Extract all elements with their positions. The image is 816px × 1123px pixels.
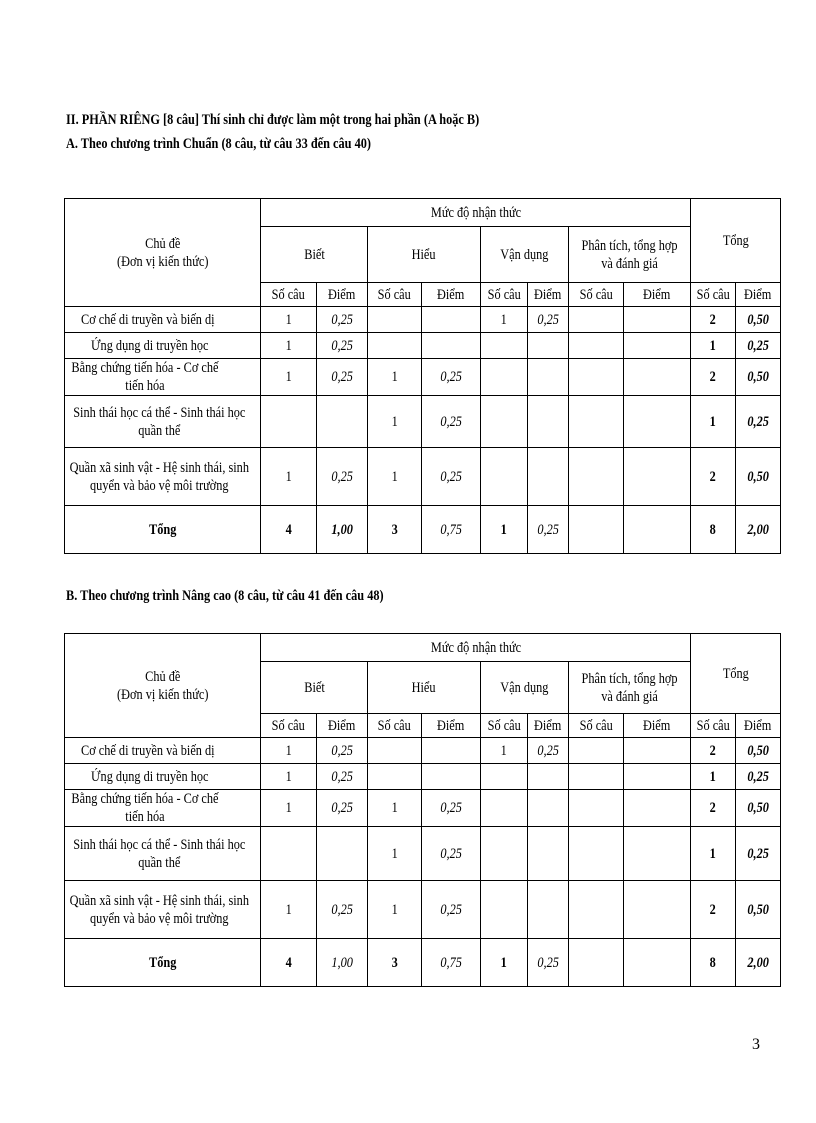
cell-v-d: 0,25 bbox=[528, 307, 569, 333]
cell-v-d bbox=[528, 448, 569, 506]
header-diem: Điểm bbox=[528, 283, 569, 307]
cell-v-n bbox=[481, 448, 528, 506]
cell-b-n: 1 bbox=[261, 764, 317, 790]
table-row bbox=[65, 827, 781, 881]
cell-p-d bbox=[624, 359, 691, 396]
cell-p-n bbox=[569, 827, 624, 881]
cell-h-d bbox=[422, 764, 481, 790]
topic-cell: Bằng chứng tiến hóa - Cơ chế tiến hóa bbox=[65, 359, 261, 396]
header-so-cau: Số câu bbox=[261, 714, 317, 738]
total-t-d: 2,00 bbox=[736, 506, 781, 554]
total-t-n: 8 bbox=[691, 506, 736, 554]
page-number: 3 bbox=[752, 1036, 760, 1053]
cell-h-d: 0,25 bbox=[422, 881, 481, 939]
cell-p-d bbox=[624, 448, 691, 506]
header-tong: Tổng bbox=[691, 634, 781, 714]
total-b-n: 4 bbox=[261, 506, 317, 554]
header-biet: Biết bbox=[261, 227, 368, 283]
cell-h-n: 1 bbox=[368, 827, 422, 881]
cell-h-d bbox=[422, 738, 481, 764]
header-so-cau: Số câu bbox=[261, 283, 317, 307]
table-b-caption: B. Theo chương trình Nâng cao (8 câu, từ câu 41 đến câu 48) bbox=[66, 588, 384, 604]
table-row bbox=[65, 359, 781, 396]
table-row bbox=[65, 764, 781, 790]
cell-h-d: 0,25 bbox=[422, 359, 481, 396]
total-row bbox=[65, 939, 781, 987]
header-so-cau: Số câu bbox=[691, 283, 736, 307]
cell-h-n: 1 bbox=[368, 396, 422, 448]
cell-t-d: 0,50 bbox=[736, 448, 781, 506]
cell-v-n bbox=[481, 764, 528, 790]
cell-p-d bbox=[624, 827, 691, 881]
header-so-cau: Số câu bbox=[481, 283, 528, 307]
cell-p-d bbox=[624, 738, 691, 764]
header-vandung: Vận dụng bbox=[481, 227, 569, 283]
header-biet: Biết bbox=[261, 662, 368, 714]
cell-t-d: 0,25 bbox=[736, 396, 781, 448]
cell-p-n bbox=[569, 448, 624, 506]
header-phantich: Phân tích, tổng hợp và đánh giá bbox=[569, 227, 691, 283]
header-level-group: Mức độ nhận thức bbox=[261, 199, 691, 227]
cell-t-d: 0,50 bbox=[736, 307, 781, 333]
total-v-n: 1 bbox=[481, 506, 528, 554]
cell-h-d bbox=[422, 333, 481, 359]
topic-cell: Sinh thái học cá thể - Sinh thái học quần thể bbox=[65, 827, 261, 881]
cell-b-d: 0,25 bbox=[317, 359, 368, 396]
cell-t-n: 1 bbox=[691, 333, 736, 359]
cell-b-n bbox=[261, 396, 317, 448]
total-label: Tổng bbox=[65, 506, 261, 554]
header-diem: Điểm bbox=[528, 714, 569, 738]
cell-b-d: 0,25 bbox=[317, 448, 368, 506]
topic-cell: Ứng dụng di truyền học bbox=[65, 333, 261, 359]
cell-v-d bbox=[528, 790, 569, 827]
total-label: Tổng bbox=[65, 939, 261, 987]
cell-v-n: 1 bbox=[481, 738, 528, 764]
total-t-n: 8 bbox=[691, 939, 736, 987]
cell-t-n: 1 bbox=[691, 764, 736, 790]
cell-t-d: 0,50 bbox=[736, 359, 781, 396]
cell-t-d: 0,25 bbox=[736, 764, 781, 790]
cell-b-n: 1 bbox=[261, 790, 317, 827]
cell-t-n: 2 bbox=[691, 738, 736, 764]
total-p-n bbox=[569, 939, 624, 987]
cell-b-d: 0,25 bbox=[317, 333, 368, 359]
header-diem: Điểm bbox=[624, 714, 691, 738]
cell-p-d bbox=[624, 396, 691, 448]
cell-v-n bbox=[481, 881, 528, 939]
topic-cell: Cơ chế di truyền và biến dị bbox=[65, 738, 261, 764]
header-diem: Điểm bbox=[317, 283, 368, 307]
header-diem: Điểm bbox=[422, 714, 481, 738]
cell-p-n bbox=[569, 881, 624, 939]
cell-p-d bbox=[624, 790, 691, 827]
cell-v-d bbox=[528, 764, 569, 790]
total-b-d: 1,00 bbox=[317, 506, 368, 554]
cell-p-n bbox=[569, 790, 624, 827]
table-row bbox=[65, 333, 781, 359]
cell-p-d bbox=[624, 333, 691, 359]
cell-t-d: 0,50 bbox=[736, 790, 781, 827]
cell-v-n bbox=[481, 359, 528, 396]
total-b-d: 1,00 bbox=[317, 939, 368, 987]
table-row bbox=[65, 396, 781, 448]
table-a-caption: A. Theo chương trình Chuẩn (8 câu, từ câu 33 đến câu 40) bbox=[66, 136, 371, 152]
cell-p-n bbox=[569, 738, 624, 764]
cell-t-n: 2 bbox=[691, 448, 736, 506]
cell-h-n: 1 bbox=[368, 359, 422, 396]
cell-t-n: 2 bbox=[691, 359, 736, 396]
cell-b-n: 1 bbox=[261, 307, 317, 333]
cell-p-n bbox=[569, 333, 624, 359]
header-so-cau: Số câu bbox=[569, 714, 624, 738]
cell-b-d: 0,25 bbox=[317, 764, 368, 790]
cell-v-d bbox=[528, 359, 569, 396]
total-p-d bbox=[624, 939, 691, 987]
cell-p-n bbox=[569, 764, 624, 790]
header-topic: Chủ đề (Đơn vị kiến thức) bbox=[65, 634, 261, 738]
cell-v-d bbox=[528, 827, 569, 881]
cell-p-d bbox=[624, 764, 691, 790]
total-t-d: 2,00 bbox=[736, 939, 781, 987]
cell-t-d: 0,25 bbox=[736, 333, 781, 359]
total-v-n: 1 bbox=[481, 939, 528, 987]
header-diem: Điểm bbox=[736, 283, 781, 307]
cell-t-d: 0,25 bbox=[736, 827, 781, 881]
cell-h-n: 1 bbox=[368, 448, 422, 506]
cell-b-n: 1 bbox=[261, 448, 317, 506]
cell-h-n bbox=[368, 738, 422, 764]
topic-cell: Sinh thái học cá thể - Sinh thái học quần thể bbox=[65, 396, 261, 448]
total-h-n: 3 bbox=[368, 939, 422, 987]
cell-h-n bbox=[368, 307, 422, 333]
cell-b-n bbox=[261, 827, 317, 881]
topic-cell: Cơ chế di truyền và biến dị bbox=[65, 307, 261, 333]
cell-b-n: 1 bbox=[261, 333, 317, 359]
cell-h-n bbox=[368, 764, 422, 790]
header-so-cau: Số câu bbox=[691, 714, 736, 738]
cell-v-d bbox=[528, 333, 569, 359]
cell-v-n bbox=[481, 827, 528, 881]
cell-p-d bbox=[624, 307, 691, 333]
cell-t-n: 2 bbox=[691, 881, 736, 939]
header-diem: Điểm bbox=[736, 714, 781, 738]
cell-h-d: 0,25 bbox=[422, 790, 481, 827]
header-diem: Điểm bbox=[624, 283, 691, 307]
section-title: II. PHẦN RIÊNG [8 câu] Thí sinh chỉ được làm một trong hai phần (A hoặc B) bbox=[66, 112, 480, 128]
table-row bbox=[65, 790, 781, 827]
table-row bbox=[65, 307, 781, 333]
header-vandung: Vận dụng bbox=[481, 662, 569, 714]
cell-b-d: 0,25 bbox=[317, 738, 368, 764]
cell-t-d: 0,50 bbox=[736, 738, 781, 764]
header-phantich: Phân tích, tổng hợp và đánh giá bbox=[569, 662, 691, 714]
cell-h-n: 1 bbox=[368, 790, 422, 827]
cell-h-d: 0,25 bbox=[422, 827, 481, 881]
header-level-group: Mức độ nhận thức bbox=[261, 634, 691, 662]
table-row bbox=[65, 448, 781, 506]
table-b bbox=[64, 633, 781, 987]
table-row bbox=[65, 881, 781, 939]
header-hieu: Hiểu bbox=[368, 662, 481, 714]
cell-p-n bbox=[569, 307, 624, 333]
total-v-d: 0,25 bbox=[528, 506, 569, 554]
table-a bbox=[64, 198, 781, 554]
total-v-d: 0,25 bbox=[528, 939, 569, 987]
cell-v-n: 1 bbox=[481, 307, 528, 333]
cell-h-n: 1 bbox=[368, 881, 422, 939]
cell-b-d bbox=[317, 396, 368, 448]
cell-p-n bbox=[569, 359, 624, 396]
total-p-d bbox=[624, 506, 691, 554]
cell-h-d bbox=[422, 307, 481, 333]
cell-t-n: 1 bbox=[691, 827, 736, 881]
total-h-d: 0,75 bbox=[422, 939, 481, 987]
topic-cell: Ứng dụng di truyền học bbox=[65, 764, 261, 790]
header-so-cau: Số câu bbox=[368, 283, 422, 307]
table-row bbox=[65, 738, 781, 764]
cell-h-n bbox=[368, 333, 422, 359]
cell-b-n: 1 bbox=[261, 738, 317, 764]
cell-p-n bbox=[569, 396, 624, 448]
cell-v-n bbox=[481, 333, 528, 359]
cell-v-d: 0,25 bbox=[528, 738, 569, 764]
cell-b-d: 0,25 bbox=[317, 790, 368, 827]
cell-v-d bbox=[528, 396, 569, 448]
header-diem: Điểm bbox=[422, 283, 481, 307]
header-so-cau: Số câu bbox=[368, 714, 422, 738]
total-row bbox=[65, 506, 781, 554]
cell-t-n: 2 bbox=[691, 307, 736, 333]
cell-t-n: 2 bbox=[691, 790, 736, 827]
header-hieu: Hiểu bbox=[368, 227, 481, 283]
header-so-cau: Số câu bbox=[481, 714, 528, 738]
cell-b-n: 1 bbox=[261, 881, 317, 939]
header-tong: Tổng bbox=[691, 199, 781, 283]
cell-b-d: 0,25 bbox=[317, 881, 368, 939]
topic-cell: Quần xã sinh vật - Hệ sinh thái, sinh quyển và bảo vệ môi trường bbox=[65, 881, 261, 939]
header-so-cau: Số câu bbox=[569, 283, 624, 307]
cell-t-n: 1 bbox=[691, 396, 736, 448]
total-p-n bbox=[569, 506, 624, 554]
topic-cell: Bằng chứng tiến hóa - Cơ chế tiến hóa bbox=[65, 790, 261, 827]
cell-h-d: 0,25 bbox=[422, 396, 481, 448]
cell-v-n bbox=[481, 790, 528, 827]
cell-t-d: 0,50 bbox=[736, 881, 781, 939]
total-b-n: 4 bbox=[261, 939, 317, 987]
cell-b-n: 1 bbox=[261, 359, 317, 396]
cell-b-d bbox=[317, 827, 368, 881]
header-topic: Chủ đề (Đơn vị kiến thức) bbox=[65, 199, 261, 307]
total-h-d: 0,75 bbox=[422, 506, 481, 554]
cell-p-d bbox=[624, 881, 691, 939]
topic-cell: Quần xã sinh vật - Hệ sinh thái, sinh quyển và bảo vệ môi trường bbox=[65, 448, 261, 506]
cell-b-d: 0,25 bbox=[317, 307, 368, 333]
total-h-n: 3 bbox=[368, 506, 422, 554]
cell-v-n bbox=[481, 396, 528, 448]
cell-v-d bbox=[528, 881, 569, 939]
cell-h-d: 0,25 bbox=[422, 448, 481, 506]
header-diem: Điểm bbox=[317, 714, 368, 738]
